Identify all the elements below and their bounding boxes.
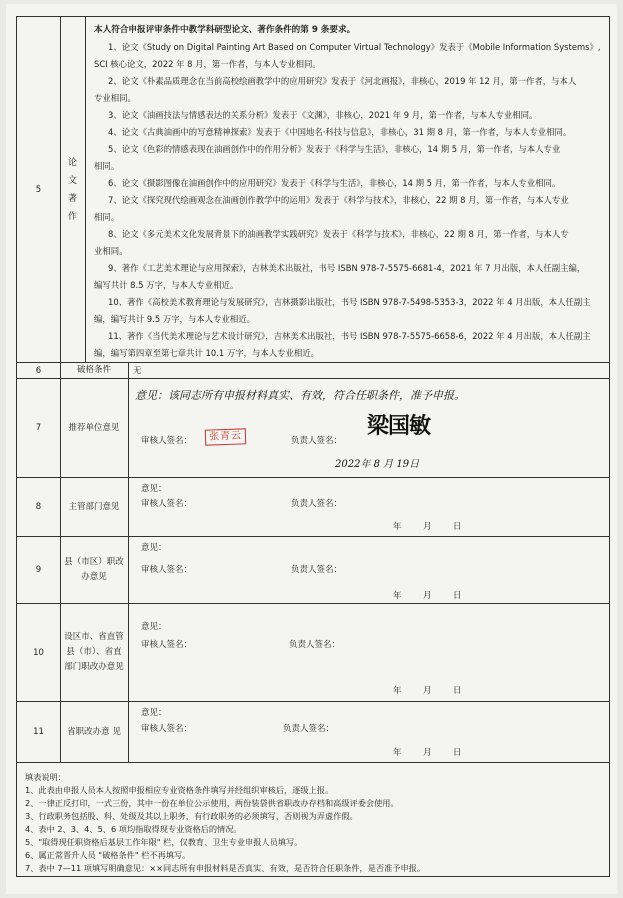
notes-title: 填表说明： [25,772,66,782]
date-day: 日 [453,591,462,601]
paper-line: 11、著作《当代美术理论与艺术设计研究》，吉林美术出版社，书号 ISBN 978-7-5575-6658-6，2022 年 4 月出版，本人任副主 [108,331,591,341]
opinion-label: 意见： [141,543,167,553]
note-item: 6、属正常晋升人员 "破格条件" 栏不再填写。 [25,850,191,860]
date-year: 年 [393,748,402,758]
row-label: 主管部门意见 [60,478,129,536]
reviewer-label: 审核人签名： [141,640,193,650]
reviewer-label: 审核人签名： [141,499,193,509]
note-item: 3、行政职务包括股、科、处级及其以上职务，有行政职务的必须填写，否则视为弄虚作假。 [25,811,358,821]
leader-label: 负责人签名： [291,499,343,509]
opinion-label: 意见： [141,708,167,718]
notes-list [25,784,601,875]
row-number: 9 [17,537,61,603]
county-opinion-cell [129,537,609,603]
reviewer-label: 审核人签名： [141,724,193,734]
leader-label: 负责人签名： [283,724,335,734]
note-item: 1、此表由申报人员本人按照申报相应专业资格条件填写并经组织审核后，逐级上报。 [25,785,334,795]
date-month: 月 [423,591,432,601]
row-label: 县（市区）职改办意见 [60,537,129,603]
leader-label: 负责人签名： [289,640,341,650]
papers-content [86,17,609,362]
leader-signature: 梁国敏 [367,413,431,439]
paper-line: 6、论文《摄影图像在油画创作中的应用研究》发表于《科学与生活》，非核心，14 期 5 月，第一作者，与本人专业相同。 [108,178,561,188]
row-number: 5 [17,17,61,362]
note-item: 2、一律正反打印，一式三份，其中一份在单位公示使用，两份装袋供省职改办存档和高级评委会使用。 [25,798,399,808]
evaluation-form-table [16,16,610,877]
leader-label: 负责人签名： [291,565,343,575]
paper-line: 3、论文《油画技法与情感表达的关系分析》发表于《文渊》，非核心，2021 年 9 月，第一作者，与本人专业相同。 [108,110,538,120]
form-notes [17,763,609,876]
paper-line: 4、论文《古典油画中的写意精神探索》发表于《中国地名·科技与信息》，非核心，31 期 8 月，第一作者，与本人专业相同。 [108,127,572,137]
opinion-label: 意见： [141,622,167,632]
date-day: 日 [453,686,462,696]
dept-opinion-cell [129,478,609,536]
row-exception [17,363,609,379]
row-label: 设区市、省直管县（市）、省直部门职改办意见 [60,604,129,701]
row-number: 8 [17,478,61,536]
date-day: 日 [453,522,462,532]
paper-line: 7、论文《探究现代绘画观念在油画创作教学中的运用》发表于《科学与技术》，非核心，22 期 8 月，第一作者，与本人专业 [108,195,569,205]
note-item: 7、表中 7—11 项填写明确意见：××同志所有申报材料是否真实、有效，是否符合任职条件，是否准予申报。 [25,863,426,873]
date-month: 月 [423,748,432,758]
reviewer-stamp: 张青云 [205,428,247,445]
row-papers [17,17,609,363]
date-year: 年 [393,591,402,601]
paper-line: 1、论文《Study on Digital Painting Art Based on Computer Virtual Technology》发表于《Mobile Information Systems》, [108,42,601,52]
city-opinion-cell [129,604,609,701]
paper-line: SCI 核心论文，2022 年 8 月，第一作者，与本人专业相同。 [94,59,321,69]
row-label: 破格条件 [60,363,129,378]
paper-line: 业相同。 [94,246,128,256]
handwritten-opinion: 意见：该同志所有申报材料真实、有效，符合任职条件，准予申报。 [135,389,465,402]
date-month: 月 [423,686,432,696]
papers-heading: 本人符合申报评审条件中教学科研型论文、著作条件的第 9 条要求。 [94,25,356,35]
paper-line: 8、论文《多元美术文化发展背景下的油画教学实践研究》发表于《科学与技术》，非核心，22 期 8 月，第一作者，与本人专 [108,229,569,239]
row-province-office [17,702,609,763]
paper-line: 编，编写共计 9.5 万字，与本人专业相近。 [94,314,256,324]
row-city-office [17,604,609,702]
province-opinion-cell [129,702,609,762]
exception-value: 无 [133,366,142,376]
paper-line: 专业相同。 [94,93,136,103]
row-label: 省职改办意 见 [60,702,129,762]
leader-label: 负责人签名： [291,436,343,446]
row-number: 10 [17,604,61,701]
date-year: 年 [393,522,402,532]
reviewer-label: 审核人签名： [141,436,193,446]
notes-body [17,763,609,883]
row-label: 推荐单位意见 [60,379,129,477]
row-number: 11 [17,702,61,762]
row-number: 7 [17,379,61,477]
row-county-office [17,537,609,604]
paper-line: 2、论文《朴素品质理念在当前高校绘画教学中的应用研究》发表于《河北画报》，非核心，2019 年 12 月，第一作者，与本人 [108,76,577,86]
papers-list [94,39,603,362]
row-supervising-dept [17,478,609,537]
paper-line: 相同。 [94,212,120,222]
note-item: 5、"取得现任职资格后基层工作年限" 栏，仅教育、卫生专业申报人员填写。 [25,837,303,847]
form-sheet [6,4,617,894]
note-item: 4、表中 2、3、4、5、6 项均指取得现专业资格后的情况。 [25,824,242,834]
paper-line: 编，编写第四章至第七章共计 10.1 万字，与本人专业相近。 [94,348,319,358]
row-recommending-unit [17,379,609,478]
row-label [60,17,86,362]
paper-line: 5、论文《色彩的情感表现在油画创作中的作用分析》发表于《科学与生活》，非核心，14 期 5 月，第一作者，与本人专业 [108,144,561,154]
date-month: 月 [423,522,432,532]
paper-line: 10、著作《高校美术教育理论与发展研究》，吉林摄影出版社，书号 ISBN 978-7-5498-5353-3，2022 年 4 月出版，本人任副主 [108,297,591,307]
date-day: 日 [453,748,462,758]
row-number: 6 [17,363,61,378]
paper-line: 9、著作《工艺美术理论与应用探索》，吉林美术出版社，书号 ISBN 978-7-5575-6681-4，2021 年 7 月出版，本人任副主编， [108,263,586,273]
recommend-opinion-cell [129,379,609,477]
paper-line: 相同。 [94,161,120,171]
row-label-text: 论文著作 [67,157,77,222]
handwritten-date: 2022年 8 月 19日 [335,459,420,470]
reviewer-label: 审核人签名： [141,565,193,575]
paper-line: 编写共计 8.5 万字，与本人专业相近。 [94,280,239,290]
date-year: 年 [393,686,402,696]
opinion-label: 意见： [141,484,167,494]
